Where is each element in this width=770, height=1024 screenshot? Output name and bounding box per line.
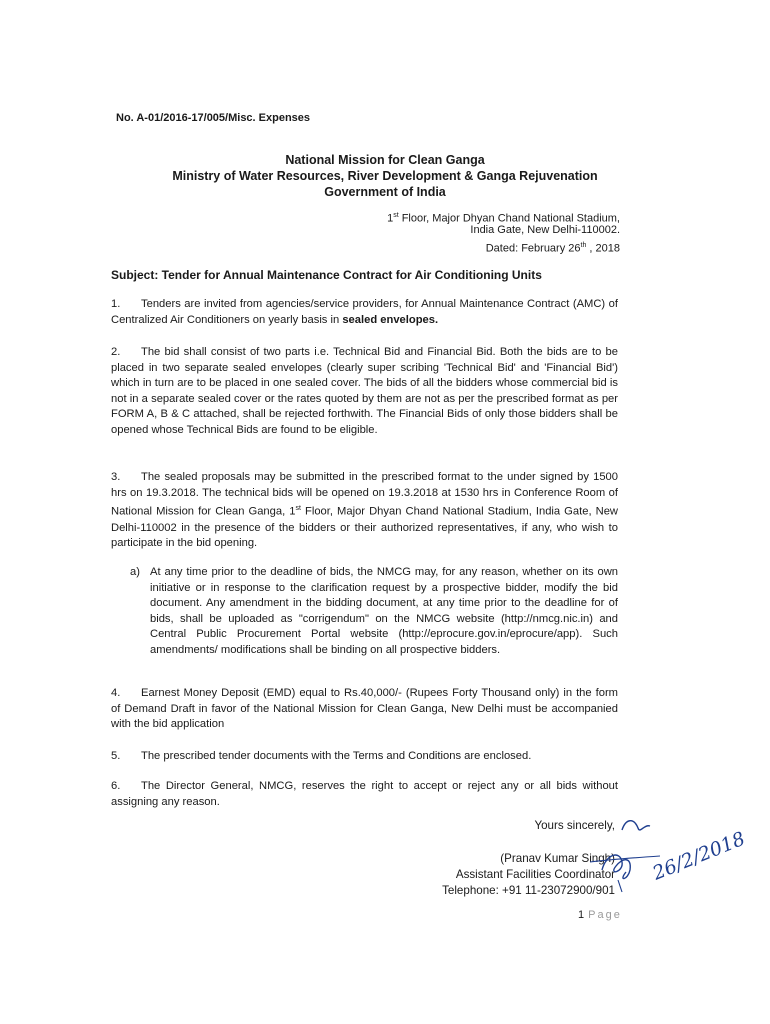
address-line-1: 1st Floor, Major Dhyan Chand National Stadium, <box>387 212 620 225</box>
signatory-name: (Pranav Kumar Singh) <box>500 852 615 865</box>
closing: Yours sincerely, <box>534 819 615 832</box>
signatory-designation: Assistant Facilities Coordinator <box>455 868 615 881</box>
dated-line: Dated: February 26th , 2018 <box>485 242 620 255</box>
government-name: Government of India <box>324 185 446 199</box>
paragraph-5: 5. The prescribed tender documents with the Terms and Conditions are enclosed. <box>111 750 532 762</box>
paragraph-6: 6. The Director General, NMCG, reserves the right to accept or reject any or all bids without assigning any reason. <box>111 780 618 808</box>
ministry-name: Ministry of Water Resources, River Development & Ganga Rejuvenation <box>172 169 598 183</box>
paragraph-4: 4. Earnest Money Deposit (EMD) equal to Rs.40,000/- (Rupees Forty Thousand only) in the form of Demand Draft in favor of the National Mission for Clean Ganga, New Delhi must be accompanied with the bid application <box>111 687 618 731</box>
sub-paragraph-a: a) At any time prior to the deadline of bids, the NMCG may, for any reason, whether on its own initiative or in response to the clarification request by a prospective bidder, modify the bid document. Any amendment in the bidding document, at any time prior to the deadline for of bids, shall be uploaded as "corrigendum" on the NMCG website (http://nmcg.nic.in) and Central Public Procurement Portal website (http://eprocure.gov.in/eprocure/app). Such amendments/ modifications shall be binding on all prospective bidders. <box>130 566 618 656</box>
page-number: 1 Page <box>578 909 622 921</box>
paragraph-2: 2. The bid shall consist of two parts i.e. Technical Bid and Financial Bid. Both the bids are to be placed in two separate sealed envelopes (clearly super scribing 'Technical Bid' and 'Financial Bid') which in turn are to be placed in one sealed cover. The bids of all the bidders whose commercial bid is not in a separate sealed cover or the rates quoted by them are not as per the prescribed format as per FORM A, B & C attached, shall be rejected forthwith. The Financial Bids of only those bidders shall be opened whose Technical Bids are found to be eligible. <box>111 346 618 436</box>
paragraph-1: 1. Tenders are invited from agencies/service providers, for Annual Maintenance Contract (AMC) of Centralized Air Conditioners on yearly basis in sealed envelopes. <box>111 298 618 326</box>
telephone: Telephone: +91 11-23072900/901 <box>442 884 615 897</box>
subject-line: Subject: Tender for Annual Maintenance Contract for Air Conditioning Units <box>111 268 542 282</box>
address-line-2: India Gate, New Delhi-110002. <box>470 224 620 236</box>
handwritten-date: 26/2/2018 <box>649 827 749 885</box>
reference-number: No. A-01/2016-17/005/Misc. Expenses <box>116 112 311 124</box>
handwritten-signature <box>560 810 749 900</box>
org-name: National Mission for Clean Ganga <box>285 153 485 167</box>
paragraph-3: 3. The sealed proposals may be submitted in the prescribed format to the under signed by 1500 hrs on 19.3.2018. The technical bids will be opened on 19.3.2018 at 1530 hrs in Conference Room of National Mission for Clean Ganga, 1st Floor, Major Dhyan Chand National Stadium, India Gate, New Delhi-110002 in the presence of the bidders or their authorized representatives, if any, who wish to participate in the bid opening. <box>111 471 618 550</box>
